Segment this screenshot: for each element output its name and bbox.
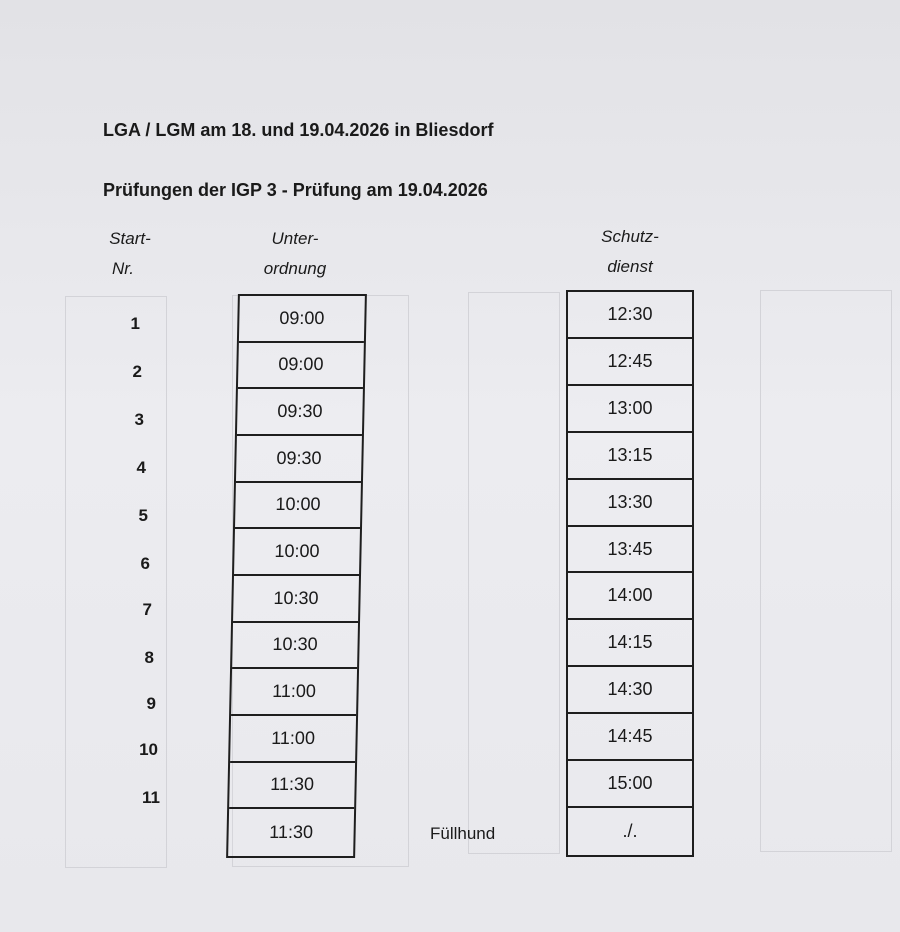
unterordnung-time-cell: 09:00 [239,296,365,343]
unterordnung-time-cell: 10:00 [235,483,361,530]
ghost-table-mid [468,292,560,854]
header-start-nr [95,224,165,284]
start-number: 8 [144,648,154,667]
start-number: 6 [140,554,150,573]
unterordnung-time-cell: 11:30 [229,763,355,810]
unterordnung-time-cell: 09:00 [238,343,364,390]
header-schutzdienst [575,222,685,282]
schutzdienst-time-cell: 14:30 [568,667,692,714]
schutzdienst-time-cell: 13:15 [568,433,692,480]
schutzdienst-time-cell: 15:00 [568,761,692,808]
unterordnung-time-cell: 11:00 [230,716,356,763]
header-unterordnung [240,224,350,284]
unterordnung-time-cell: 10:30 [233,576,359,623]
header-start-line2: Nr. [111,259,135,278]
header-start-line1: Start- [109,229,151,248]
schutzdienst-time-cell: 14:15 [568,620,692,667]
document-title: LGA / LGM am 18. und 19.04.2026 in Bliesdorf [103,120,494,140]
schutzdienst-time-cell: 13:45 [568,527,692,574]
schutzdienst-time-cell: ./. [622,821,638,842]
unterordnung-time-cell: 10:00 [234,529,360,576]
start-number: 3 [134,410,144,429]
header-sd-line1: Schutz- [601,227,659,246]
schutzdienst-time-cell: 13:00 [568,386,692,433]
start-number: 2 [132,362,142,381]
schutzdienst-time-cell: 12:30 [568,292,692,339]
unterordnung-time-cell: 09:30 [237,389,363,436]
header-sd-line2: dienst [607,257,653,276]
schutzdienst-time-cell: 14:00 [568,574,692,621]
unterordnung-table [226,294,367,858]
schutzdienst-time-cell: 12:45 [568,339,692,386]
ghost-table-right [760,290,892,852]
unterordnung-time-cell: 09:30 [236,436,362,483]
document-subtitle: Prüfungen der IGP 3 - Prüfung am 19.04.2026 [103,180,488,200]
schutzdienst-table [566,290,694,857]
start-number: 1 [130,314,140,333]
start-number: 9 [146,694,156,713]
fuellhund-label: Füllhund [430,824,496,843]
schutzdienst-time-cell: 14:45 [568,714,692,761]
unterordnung-time-cell: 11:30 [269,822,314,843]
start-number: 10 [139,740,158,759]
header-uo-line1: Unter- [271,229,319,248]
unterordnung-time-cell: 11:00 [231,669,357,716]
start-number: 11 [142,788,160,807]
start-number: 5 [138,506,148,525]
start-number: 4 [136,458,146,477]
unterordnung-time-cell: 10:30 [232,623,358,670]
header-uo-line2: ordnung [263,259,327,278]
start-number: 7 [142,600,152,619]
schutzdienst-time-cell: 13:30 [568,480,692,527]
